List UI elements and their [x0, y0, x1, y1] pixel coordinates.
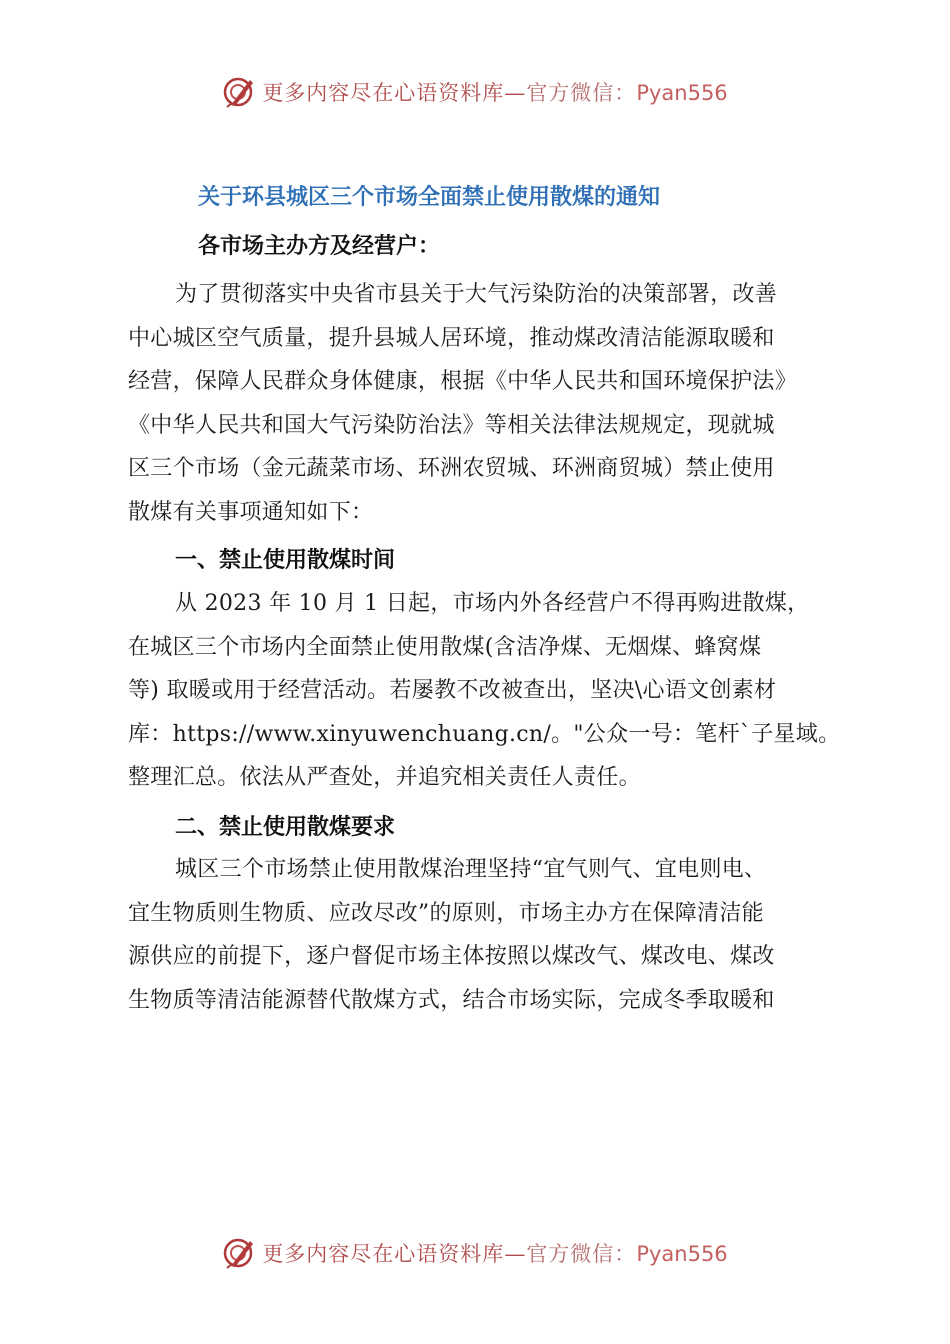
quill-logo-icon: [222, 1236, 256, 1270]
paragraph-line: 整理汇总。依法从严查处，并追究相关责任人责任。: [128, 765, 641, 790]
section-2-paragraph: [128, 848, 838, 1022]
paragraph-line: 在城区三个市场内全面禁止使用散煤(含洁净煤、无烟煤、蜂窝煤: [128, 634, 762, 660]
salutation: 各市场主办方及经营户：: [198, 234, 441, 259]
paragraph-line: 为了贯彻落实中央省市县关于大气污染防治的决策部署，改善: [175, 282, 778, 307]
header-banner: [0, 72, 950, 112]
quill-logo-icon: [222, 75, 256, 109]
footer-banner: [0, 1233, 950, 1273]
paragraph-line: 从 2023 年 10 月 1 日起，市场内外各经营户不得再购进散煤，: [175, 591, 810, 616]
paragraph-line: 经营，保障人民群众身体健康，根据《中华人民共和国环境保护法》: [128, 369, 798, 394]
section-1-heading: 一、禁止使用散煤时间: [175, 548, 396, 573]
section-1-paragraph: [128, 582, 841, 800]
paragraph-line: 区三个市场（金元蔬菜市场、环洲农贸城、环洲商贸城）禁止使用: [128, 456, 775, 481]
banner-text: 更多内容尽在心语资料库—官方微信：Pyan556: [262, 1242, 728, 1266]
paragraph-line: 宜生物质则生物质、应改尽改”的原则，市场主办方在保障清洁能: [128, 900, 764, 926]
paragraph-line: 《中华人民共和国大气污染防治法》等相关法律法规规定，现就城: [128, 412, 775, 438]
section-2-heading: 二、禁止使用散煤要求: [175, 815, 396, 840]
banner-text: 更多内容尽在心语资料库—官方微信：Pyan556: [262, 81, 728, 105]
intro-paragraph: [128, 273, 838, 534]
paragraph-line: 库：https://www.xinyuwenchuang.cn/。"公众一号：笔杆`子星域。: [128, 721, 841, 747]
paragraph-line: 源供应的前提下，逐户督促市场主体按照以煤改气、煤改电、煤改: [128, 944, 775, 969]
paragraph-line: 城区三个市场禁止使用散煤治理坚持“宜气则气、宜电则电、: [175, 857, 767, 882]
document-title: 关于环县城区三个市场全面禁止使用散煤的通知: [198, 185, 661, 210]
paragraph-line: 中心城区空气质量，提升县城人居环境，推动煤改清洁能源取暖和: [128, 325, 775, 351]
paragraph-line: 生物质等清洁能源替代散煤方式，结合市场实际，完成冬季取暖和: [128, 987, 775, 1013]
paragraph-line: 等) 取暖或用于经营活动。若屡教不改被查出，坚决\心语文创素材: [128, 678, 777, 703]
paragraph-line: 散煤有关事项通知如下：: [128, 499, 374, 525]
